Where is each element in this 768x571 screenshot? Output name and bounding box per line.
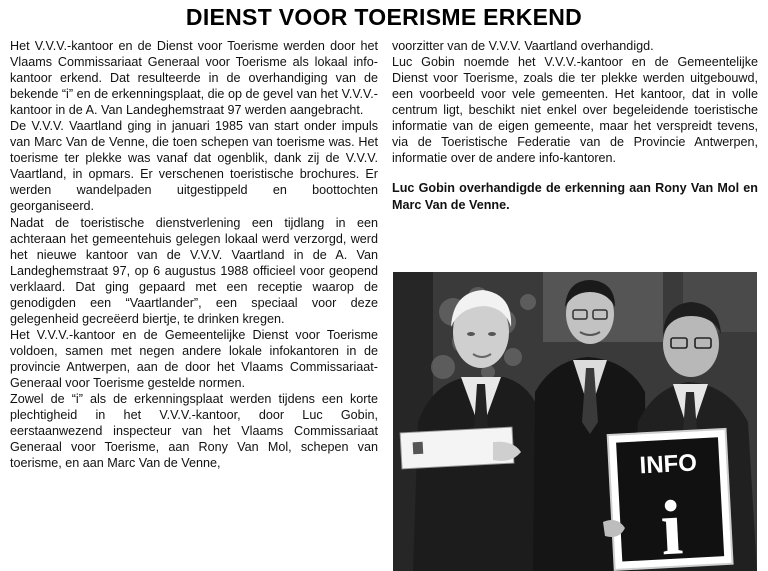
certificate-plaque	[400, 427, 521, 469]
paragraph: Zowel de “i” als de erkenningsplaat werden tijdens een korte plechtigheid in het V.V.V.-kantoor, door Luc Gobin, eerstaanwezend inspecteur van het Vlaams Commissariaat Generaal voor Toerisme, aan Rony Van Mol, schepen van toerisme, en aan Marc Van de Venne,	[10, 392, 378, 471]
info-sign-text: INFO	[638, 449, 698, 480]
paragraph: De V.V.V. Vaartland ging in januari 1985 van start onder impuls van Marc Van de Venne, die toen schepen van toerisme was. Het toerisme ter plekke was vanaf dat ogenblik, dank zij de V.V.V. Vaartland, in opmars. Er verschenen toeristische brochures. Er werden wandelpaden uitgestippeld en boottochten georganiseerd.	[10, 119, 378, 214]
paragraph: voorzitter van de V.V.V. Vaartland overhandigd.	[392, 39, 654, 53]
left-column	[10, 38, 378, 471]
headline: DIENST VOOR TOERISME ERKEND	[185, 4, 583, 30]
photo-caption: Luc Gobin overhandigde de erkenning aan Rony Van Mol en Marc Van de Venne.	[392, 181, 758, 213]
paragraph: Het V.V.V.-kantoor en de Gemeentelijke Dienst voor Toerisme voldoen, samen met negen andere lokale infokantoren in de provincie Antwerpen, aan de door het Vlaams Commissariaat-Generaal voor Toerisme gestelde normen.	[10, 327, 378, 390]
paragraph: Luc Gobin noemde het V.V.V.-kantoor en de Gemeentelijke Dienst voor Toerisme, zoals die ter plekke werden uitgebouwd, een voorbeeld voor vele gemeenten. Het kantoor, dat in volle centrum ligt, beschikt niet enkel over begeleidende toeristische informatie van de eigen gemeente, maar het verspreidt tevens, via de Toeristische Federatie van de Provincie Antwerpen, informatie over de andere info-kantoren.	[392, 55, 758, 166]
paragraph: Het V.V.V.-kantoor en de Dienst voor Toerisme werden door het Vlaams Commissariaat Generaal voor Toerisme als lokaal info-kantoor erkend. Dat resulteerde in de overhandiging van de bekende “i” en de erkenningsplaat, die op de gevel van het V.V.V.-kantoor in de A. Van Landeghemstraat 97 werden aangebracht.	[10, 39, 378, 118]
paragraph: Nadat de toeristische dienstverlening een tijdlang in een achteraan het gemeentehuis gelegen lokaal werd verzorgd, werd het nieuwe kantoor van de V.V.V. Vaartland in de A. Van Landeghemstraat 97, op 6 augustus 1988 officieel voor geopend verklaard. Dat ging gepaard met een receptie waarop de genodigden een “Vaartlander”, een speciaal voor deze gelegenheid gecreëerd biertje, te drinken kregen.	[10, 215, 378, 326]
right-column	[392, 38, 758, 214]
ceremony-photo	[393, 272, 757, 571]
info-sign	[608, 429, 733, 571]
info-sign-letter: i	[658, 483, 685, 571]
